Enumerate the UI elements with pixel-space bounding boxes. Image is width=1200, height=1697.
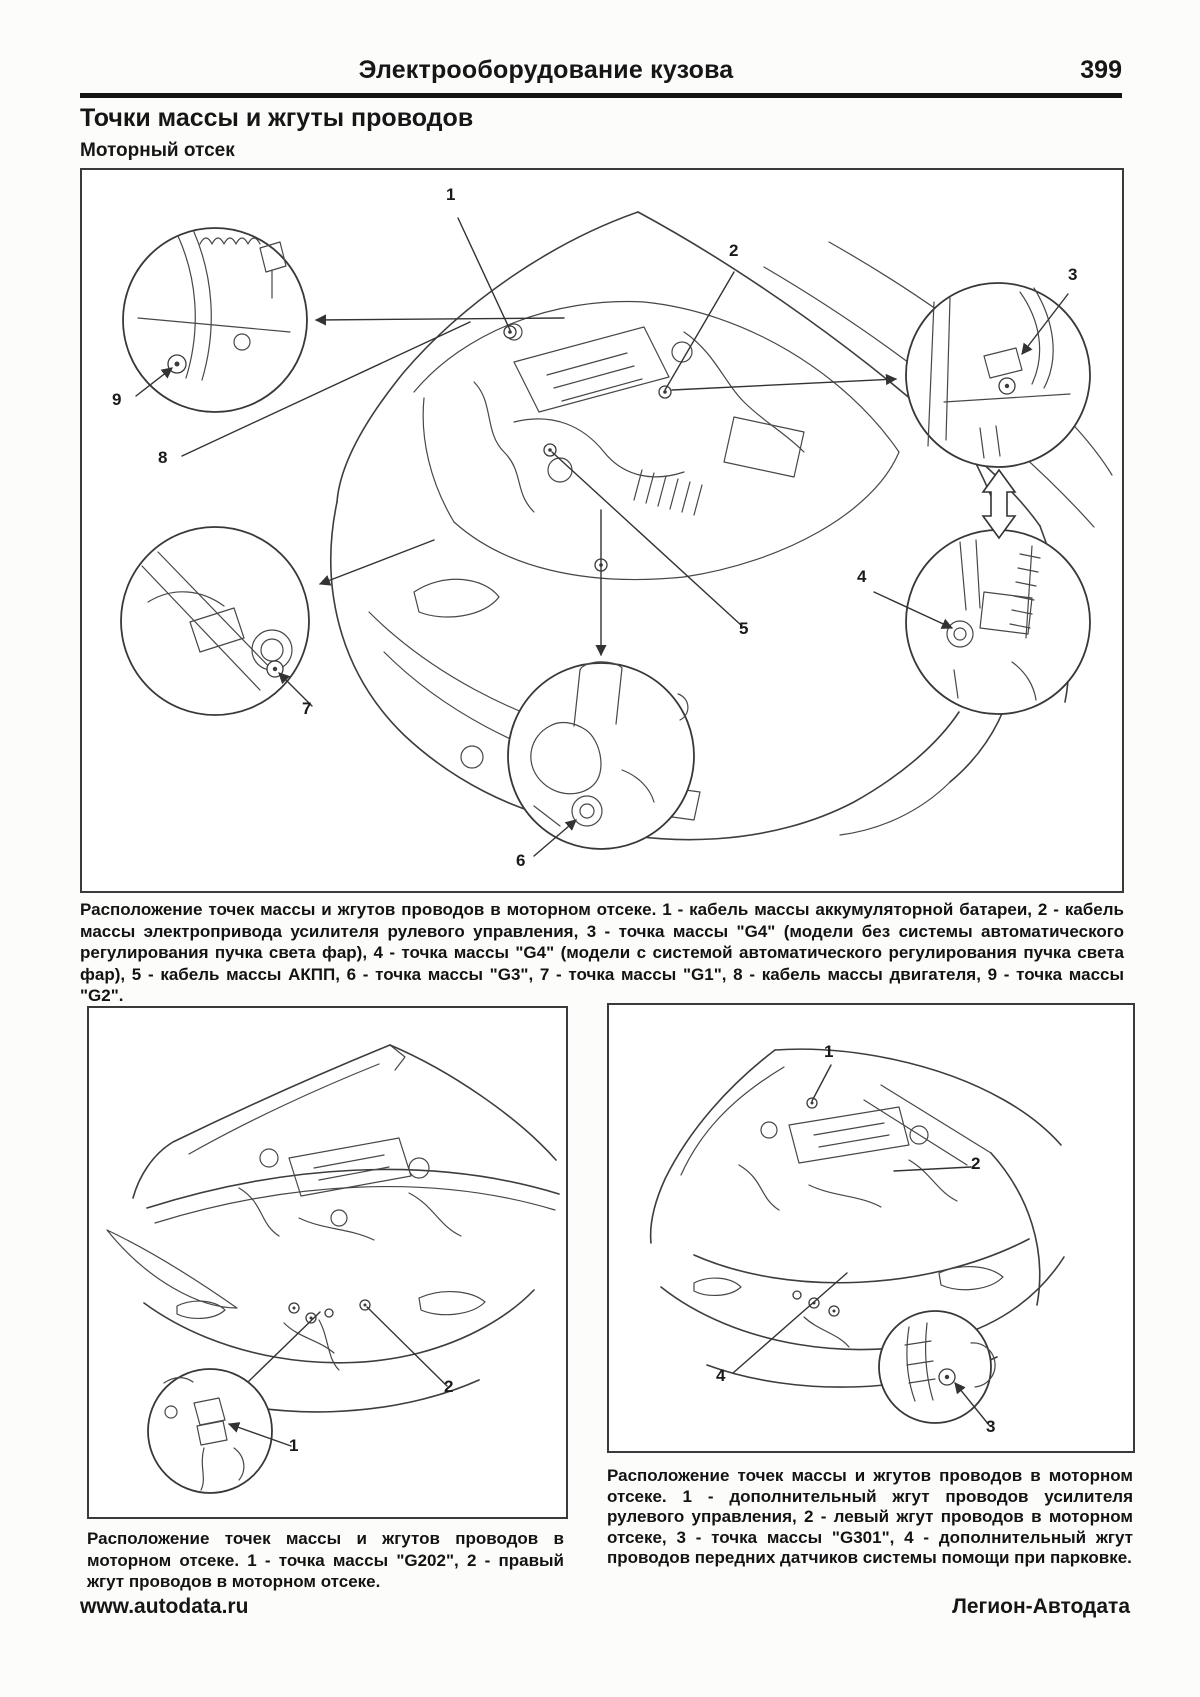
callout-2: 2 [971,1154,981,1173]
figure-engine-compartment-left [87,1006,568,1519]
engine-bay-drawing-right [609,1005,1129,1447]
detail-inset-7 [121,527,312,718]
callout-5: 5 [739,619,749,638]
callout-2: 2 [444,1377,454,1396]
callout-4: 4 [857,567,867,586]
page-number: 399 [1080,56,1122,84]
callout-2: 2 [729,241,739,260]
engine-bay-drawing-left [89,1008,562,1513]
callout-1: 1 [446,185,456,204]
detail-inset-6 [508,662,694,849]
figure-engine-compartment-right [607,1003,1135,1453]
section-title: Электрооборудование кузова [358,56,734,84]
engine-sketch [239,1138,461,1370]
footer-website: www.autodata.ru [80,1595,249,1618]
car-body-sketch [651,1049,1064,1387]
detail-inset-4 [906,530,1090,714]
figure-engine-compartment-main [80,168,1124,893]
callout-8: 8 [158,448,168,467]
detail-inset-1 [148,1369,272,1493]
callout-3: 3 [1068,265,1078,284]
detail-inset-3 [879,1311,995,1423]
callout-3: 3 [986,1417,996,1436]
footer-publisher: Легион-Автодата [952,1595,1130,1618]
detail-inset-3 [906,283,1090,467]
page-subtitle: Моторный отсек [80,140,235,161]
double-arrow-icon [983,470,1015,538]
callout-1: 1 [289,1436,299,1455]
callout-6: 6 [516,851,526,870]
figure-caption-right: Расположение точек массы и жгутов проводов в моторном отсеке. 1 - дополнительный жгут проводов усилителя рулевого управления, 2 - левый жгут проводов в моторном отсеке, 3 - точка массы "G301", 4 - дополнительный жгут проводов передних датчиков системы помощи при парковке. [607,1466,1133,1567]
engine-sketch [739,1098,957,1347]
engine-sketch [474,324,804,571]
engine-bay-drawing-main [82,170,1118,887]
header-rule [80,93,1122,98]
callout-1: 1 [824,1042,834,1061]
figure-caption-main: Расположение точек массы и жгутов проводов в моторном отсеке. 1 - кабель массы аккумуляторной батареи, 2 - кабель массы электропривода усилителя рулевого управления, 3 - точка массы "G4" (модели без системы автоматического регулирования пучка света фар), 4 - точка массы "G4" (модели с системой автоматического регулирования пучка света фар), 5 - кабель массы АКПП, 6 - точка массы "G3", 7 - точка массы "G1", 8 - кабель массы двигателя, 9 - точка массы "G2". [80,900,1124,1005]
callout-4: 4 [716,1366,726,1385]
callout-7: 7 [302,699,312,718]
page-title: Точки массы и жгуты проводов [80,104,474,132]
page-header [80,56,1122,90]
figure-caption-left: Расположение точек массы и жгутов проводов в моторном отсеке. 1 - точка массы "G202", 2 - правый жгут проводов в моторном отсеке. [87,1529,564,1591]
callout-9: 9 [112,390,122,409]
